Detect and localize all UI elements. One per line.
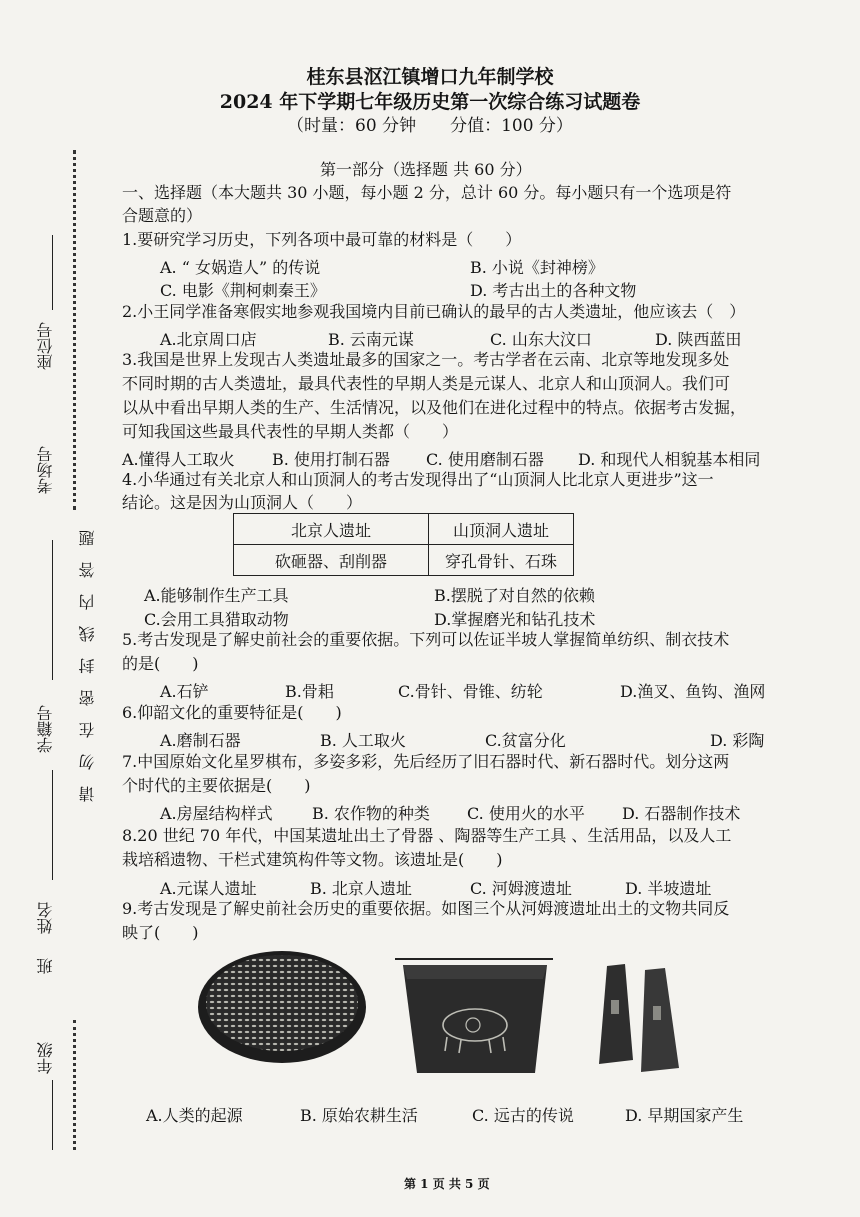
q5-option-c: C.骨针、骨锥、纺轮 <box>398 682 543 701</box>
q7-stem-line2: 个时代的主要依据是( ) <box>122 776 311 795</box>
q5-stem-line2: 的是( ) <box>122 654 199 673</box>
q4-stem-line2: 结论。这是因为山顶洞人（ ） <box>122 493 363 512</box>
q4-table-header-beijing: 北京人遗址 <box>234 514 429 545</box>
q8-option-c: C. 河姆渡遗址 <box>470 879 572 898</box>
q4-option-a: A.能够制作生产工具 <box>144 586 289 605</box>
q9-option-b: B. 原始农耕生活 <box>300 1106 418 1125</box>
q3-option-a: A.懂得人工取火 <box>122 450 235 469</box>
q2-option-b: B. 云南元谋 <box>328 330 414 349</box>
q8-option-d: D. 半坡遗址 <box>625 879 712 898</box>
q5-option-d: D.渔叉、鱼钩、渔网 <box>620 682 766 701</box>
school-name: 桂东县沤江镇增口九年制学校 <box>306 66 554 88</box>
q5-stem-line1: 5.考古发现是了解史前社会的重要依据。下列可以佐证半坡人掌握简单纺织、制衣技术 <box>122 630 730 649</box>
q4-table <box>233 513 574 576</box>
q8-stem-line1: 8.20 世纪 70 年代，中国某遗址出土了骨器 、陶器等生产工具 、生活用品，以及人工 <box>122 826 732 845</box>
q1-option-a: A. “ 女娲造人” 的传说 <box>160 258 321 277</box>
q5-option-b: B.骨耜 <box>285 682 334 701</box>
section-instruction-line2: 合题意的） <box>122 206 203 225</box>
q3-stem-line2: 不同时期的古人类遗址，最具代表性的早期人类是元谋人、北京人和山顶洞人。我们可 <box>122 374 731 393</box>
part-heading: 第一部分（选择题 共 60 分） <box>320 160 532 179</box>
page-footer: 第 1 页 共 5 页 <box>404 1177 490 1191</box>
q4-option-b: B.摆脱了对自然的依赖 <box>434 586 595 605</box>
q1-option-c: C. 电影《荆柯刺秦王》 <box>160 281 326 300</box>
q3-option-d: D. 和现代人相貌基本相同 <box>578 450 761 469</box>
q2-option-c: C. 山东大汶口 <box>490 330 592 349</box>
binding-dotted-line-upper <box>73 150 76 510</box>
grade-underline <box>52 1080 53 1150</box>
seat-number-label: 座位号 <box>36 322 55 370</box>
q1-option-b: B. 小说《封神榜》 <box>470 258 604 277</box>
q9-option-c: C. 远古的传说 <box>472 1106 574 1125</box>
grade-label: 年级 <box>36 1042 55 1074</box>
q9-option-d: D. 早期国家产生 <box>625 1106 744 1125</box>
q4-table-cell-shandingdong: 穿孔骨针、石珠 <box>429 545 574 576</box>
q5-option-a: A.石铲 <box>160 682 209 701</box>
q4-option-d: D.掌握磨光和钻孔技术 <box>434 610 596 629</box>
name-underline <box>52 770 53 880</box>
bone-spade-image <box>595 960 685 1080</box>
exam-meta: （时量：60 分钟 分值：100 分） <box>287 116 573 136</box>
q3-stem-line1: 3.我国是世界上发现古人类遗址最多的国家之一。考古学者在云南、北京等地发现多处 <box>122 350 730 369</box>
rice-grains-image <box>195 945 370 1065</box>
exam-title: 2024 年下学期七年级历史第一次综合练习试题卷 <box>219 91 641 113</box>
q4-option-c: C.会用工具猎取动物 <box>144 610 289 629</box>
q3-stem-line3: 以从中看出早期人类的生产、生活情况，以及他们在进化过程中的特点。依据考古发掘， <box>122 398 747 417</box>
q7-option-d: D. 石器制作技术 <box>622 804 741 823</box>
pottery-pig-image <box>395 955 555 1080</box>
q6-option-b: B. 人工取火 <box>320 731 406 750</box>
q7-stem-line1: 7.中国原始文化星罗棋布，多姿多彩，先后经历了旧石器时代、新石器时代。划分这两 <box>122 752 730 771</box>
q9-option-a: A.人类的起源 <box>146 1106 243 1125</box>
name-label: 姓名 <box>36 902 55 934</box>
seat-underline <box>52 235 53 310</box>
q9-stem-line1: 9.考古发现是了解史前社会历史的重要依据。如图三个从河姆渡遗址出土的文物共同反 <box>122 899 730 918</box>
student-id-underline <box>52 540 53 680</box>
seal-line-notice: 请 勿 在 密 封 线 内 答 题 <box>78 530 97 802</box>
q3-stem-line4: 可知我国这些最具代表性的早期人类都（ ） <box>122 422 459 441</box>
q2-stem: 2.小王同学准备寒假实地参观我国境内目前已确认的最早的古人类遗址，他应该去（ ） <box>122 302 746 321</box>
q2-option-d: D. 陕西蓝田 <box>655 330 742 349</box>
q1-stem: 1.要研究学习历史，下列各项中最可靠的材料是（ ） <box>122 230 522 249</box>
binding-dotted-line-lower <box>73 1020 76 1150</box>
q8-option-a: A.元谋人遗址 <box>160 879 257 898</box>
q1-option-d: D. 考古出土的各种文物 <box>470 281 637 300</box>
q7-option-a: A.房屋结构样式 <box>160 804 273 823</box>
q7-option-c: C. 使用火的水平 <box>467 804 585 823</box>
q9-stem-line2: 映了( ) <box>122 923 199 942</box>
q4-stem-line1: 4.小华通过有关北京人和山顶洞人的考古发现得出了“山顶洞人比北京人更进步”这一 <box>122 470 714 489</box>
q4-table-header-shandingdong: 山顶洞人遗址 <box>429 514 574 545</box>
class-label: 班 <box>36 958 55 974</box>
q8-option-b: B. 北京人遗址 <box>310 879 412 898</box>
q4-table-cell-beijing: 砍砸器、刮削器 <box>234 545 429 576</box>
q6-option-a: A.磨制石器 <box>160 731 241 750</box>
q6-stem: 6.仰韶文化的重要特征是( ) <box>122 703 342 722</box>
q7-option-b: B. 农作物的种类 <box>312 804 430 823</box>
section-instruction-line1: 一、选择题（本大题共 30 小题，每小题 2 分，总计 60 分。每小题只有一个选项是符 <box>122 183 732 202</box>
q6-option-d: D. 彩陶 <box>710 731 765 750</box>
q2-option-a: A.北京周口店 <box>160 330 257 349</box>
q3-option-c: C. 使用磨制石器 <box>426 450 544 469</box>
q3-option-b: B. 使用打制石器 <box>272 450 390 469</box>
q8-stem-line2: 栽培稻遗物、干栏式建筑构件等文物。该遗址是( ) <box>122 850 503 869</box>
student-id-label: 学籍号 <box>36 705 55 753</box>
exam-room-label: 考场号 <box>36 446 55 494</box>
q6-option-c: C.贫富分化 <box>485 731 566 750</box>
